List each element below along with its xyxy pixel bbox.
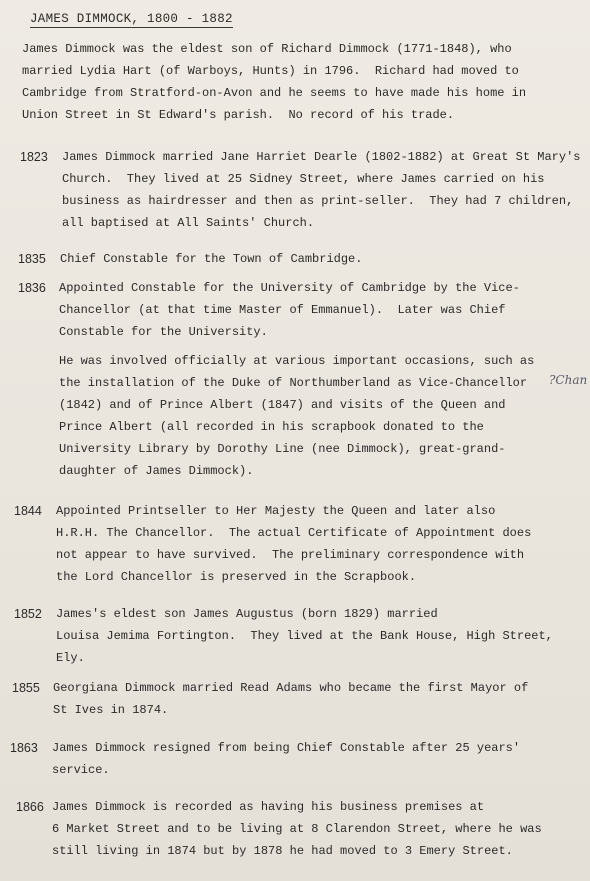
entry-text: Chief Constable for the Town of Cambridge. (60, 252, 363, 266)
page-title: JAMES DIMMOCK, 1800 - 1882 (30, 12, 233, 26)
entry-text: Georgiana Dimmock married Read Adams who became the first Mayor of St Ives in 1874. (53, 681, 529, 717)
entry-year: 1866 (16, 800, 44, 814)
entry-text: Appointed Constable for the University of Cambridge by the Vice- Chancellor (at that time Master of Emmanuel). Later was Chief Constable for the University. (59, 281, 520, 339)
entry-year: 1844 (14, 504, 42, 518)
handwritten-margin-note: ?Chan (549, 373, 588, 387)
entry-text: Appointed Printseller to Her Majesty the Queen and later also H.R.H. The Chancellor. The actual Certificate of Appointment does not appear to have survived. The preliminary correspondence with the Lord Chancellor is preserved in the Scrapbook. (56, 504, 532, 584)
entry-text: James Dimmock married Jane Harriet Dearle (1802-1882) at Great St Mary's Church. They lived at 25 Sidney Street, where James carried on his business as hairdresser and then as print-seller. They had 7 children, all baptised at All Saints' Church. (62, 150, 581, 230)
entry-year: 1852 (14, 607, 42, 621)
entry-year: 1863 (10, 741, 38, 755)
entry-text: James Dimmock is recorded as having his business premises at 6 Market Street and to be living at 8 Clarendon Street, where he was still living in 1874 but by 1878 he had moved to 3 Emery Street. (52, 800, 542, 858)
intro-paragraph: James Dimmock was the eldest son of Richard Dimmock (1771-1848), who married Lydia Hart (of Warboys, Hunts) in 1796. Richard had moved to Cambridge from Stratford-on-Avon and he seems to have made his home in Union Street in St Edward's parish. No record of his trade. (22, 42, 527, 122)
entry-text: He was involved officially at various important occasions, such as the installation of the Duke of Northumberland as Vice-Chancellor (1842) and of Prince Albert (1847) and visits of the Queen and Prince Albert (all recorded in his scrapbook donated to the University Library by Dorothy Line (nee Dimmock), great-grand- daughter of James Dimmock). (59, 354, 535, 478)
entry-year: 1823 (20, 150, 48, 164)
entry-year: 1855 (12, 681, 40, 695)
entry-year: 1835 (18, 252, 46, 266)
entry-text: James's eldest son James Augustus (born 1829) married Louisa Jemima Fortington. They lived at the Bank House, High Street, Ely. (56, 607, 553, 665)
entry-text: James Dimmock resigned from being Chief Constable after 25 years' service. (52, 741, 521, 777)
entry-year: 1836 (18, 281, 46, 295)
